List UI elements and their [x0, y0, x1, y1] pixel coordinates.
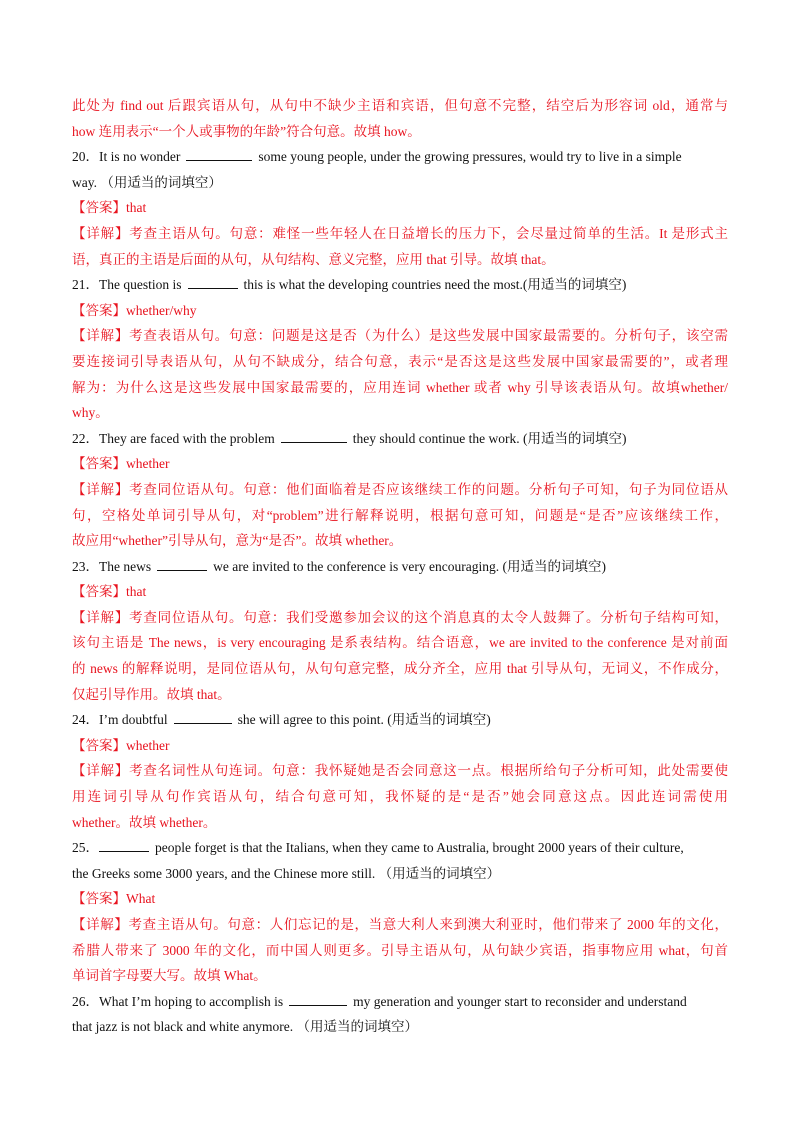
detail-line: how 连用表示“一个人或事物的年龄”符合句意。故填 how。	[72, 123, 421, 139]
detail-line: 该句主语是 The news，is very encouraging 是系表结构。结合语意，we are invited to the conference 是对前面	[72, 635, 728, 651]
question-number: 24．	[72, 712, 99, 728]
detail-line: 【详解】考查同位语从句。句意：我们受邀参加会议的这个消息真的太令人鼓舞了。分析句子结构可知，	[72, 609, 728, 625]
question-21: 21．The question is this is what the developing countries need the most.(用适当的词填空)	[72, 272, 728, 298]
exercise-content	[72, 93, 728, 1040]
question-number: 22．	[72, 430, 99, 446]
question-23: 23．The news we are invited to the conference is very encouraging. (用适当的词填空)	[72, 554, 728, 580]
answer-label: 【答案】whether	[72, 456, 170, 472]
detail-line: 单词首字母要大写。故填 What。	[72, 968, 267, 984]
detail-line: 句，空格处单词引导从句，对“problem”进行解释说明，根据句意可知，问题是“是否”应该继续工作，	[72, 507, 728, 523]
question-number: 21．	[72, 277, 99, 293]
answer-label: 【答案】that	[72, 200, 147, 216]
question-22: 22．They are faced with the problem they should continue the work. (用适当的词填空)	[72, 426, 728, 452]
detail-line: 【详解】考查主语从句。句意：人们忘记的是，当意大利人来到澳大利亚时，他们带来了 2000 年的文化，	[72, 917, 728, 932]
detail-line: 故应用“whether”引导从句，意为“是否”。故填 whether。	[72, 533, 403, 549]
question-25: 25． people forget is that the Italians, when they came to Australia, brought 2000 years of their culture,	[72, 835, 728, 861]
answer-blank[interactable]	[174, 708, 232, 724]
answer-blank[interactable]	[186, 145, 252, 161]
detail-line: 【详解】考查名词性从句连词。句意：我怀疑她是否会同意这一点。根据所给句子分析可知，此处需要使	[72, 763, 728, 779]
question-line: the Greeks some 3000 years, and the Chinese more still. （用适当的词填空）	[72, 865, 501, 881]
question-number: 23．	[72, 558, 99, 574]
answer-label: 【答案】whether	[72, 737, 170, 753]
question-line: way. （用适当的词填空）	[72, 174, 222, 190]
answer-blank[interactable]	[289, 990, 347, 1006]
detail-line: 【详解】考查同位语从句。句意：他们面临着是否应该继续工作的问题。分析句子可知，句子为同位语从	[72, 481, 728, 497]
question-20: 20．It is no wonder some young people, under the growing pressures, would try to live in a simple	[72, 144, 728, 170]
detail-line: 【详解】考查表语从句。句意：问题是这是否（为什么）是这些发展中国家最需要的。分析句子，该空需	[72, 328, 728, 344]
question-line: that jazz is not black and white anymore. （用适当的词填空）	[72, 1019, 419, 1035]
answer-blank[interactable]	[99, 836, 149, 852]
detail-line: 希腊人带来了 3000 年的文化，而中国人则更多。引导主语从句，从句缺少宾语，指事物应用 what，句首	[72, 942, 728, 958]
detail-line: 仅起引导作用。故填 that。	[72, 686, 231, 702]
detail-line: 的 news 的解释说明，是同位语从句，从句句意完整，成分齐全，应用 that 引导从句，无词义，不作成分，	[72, 661, 728, 677]
detail-line: 用连词引导从句作宾语从句，结合句意可知，我怀疑的是“是否”她会同意这点。因此连词需使用	[72, 789, 728, 805]
question-26: 26．What I’m hoping to accomplish is my generation and younger start to reconsider and understand	[72, 989, 728, 1015]
question-number: 20．	[72, 149, 99, 165]
detail-line: 语，真正的主语是后面的从句，从句结构、意义完整，应用 that 引导。故填 that。	[72, 251, 555, 267]
detail-line: 【详解】考查主语从句。句意：难怪一些年轻人在日益增长的压力下，会尽量过简单的生活。It 是形式主	[72, 225, 728, 241]
detail-line: why。	[72, 405, 109, 421]
answer-label: 【答案】whether/why	[72, 302, 197, 318]
question-24: 24．I’m doubtful she will agree to this point. (用适当的词填空)	[72, 707, 728, 733]
answer-blank[interactable]	[281, 427, 347, 443]
answer-label: 【答案】What	[72, 891, 156, 907]
detail-line: 要连接词引导表语从句，从句不缺成分，结合句意，表示“是否这是这些发展中国家最需要的”，或者理	[72, 353, 728, 369]
answer-blank[interactable]	[157, 555, 207, 571]
detail-line: 解为：为什么这是这些发展中国家最需要的，应用连词 whether 或者 why 引导该表语从句。故填whether/	[72, 379, 728, 395]
answer-label: 【答案】that	[72, 584, 147, 600]
detail-line: 此处为 find out 后跟宾语从句，从句中不缺少主语和宾语，但句意不完整，结空后为形容词 old，通常与	[72, 98, 728, 113]
answer-blank[interactable]	[188, 273, 238, 289]
question-number: 25．	[72, 840, 99, 856]
question-number: 26．	[72, 993, 99, 1009]
detail-line: whether。故填 whether。	[72, 814, 217, 830]
